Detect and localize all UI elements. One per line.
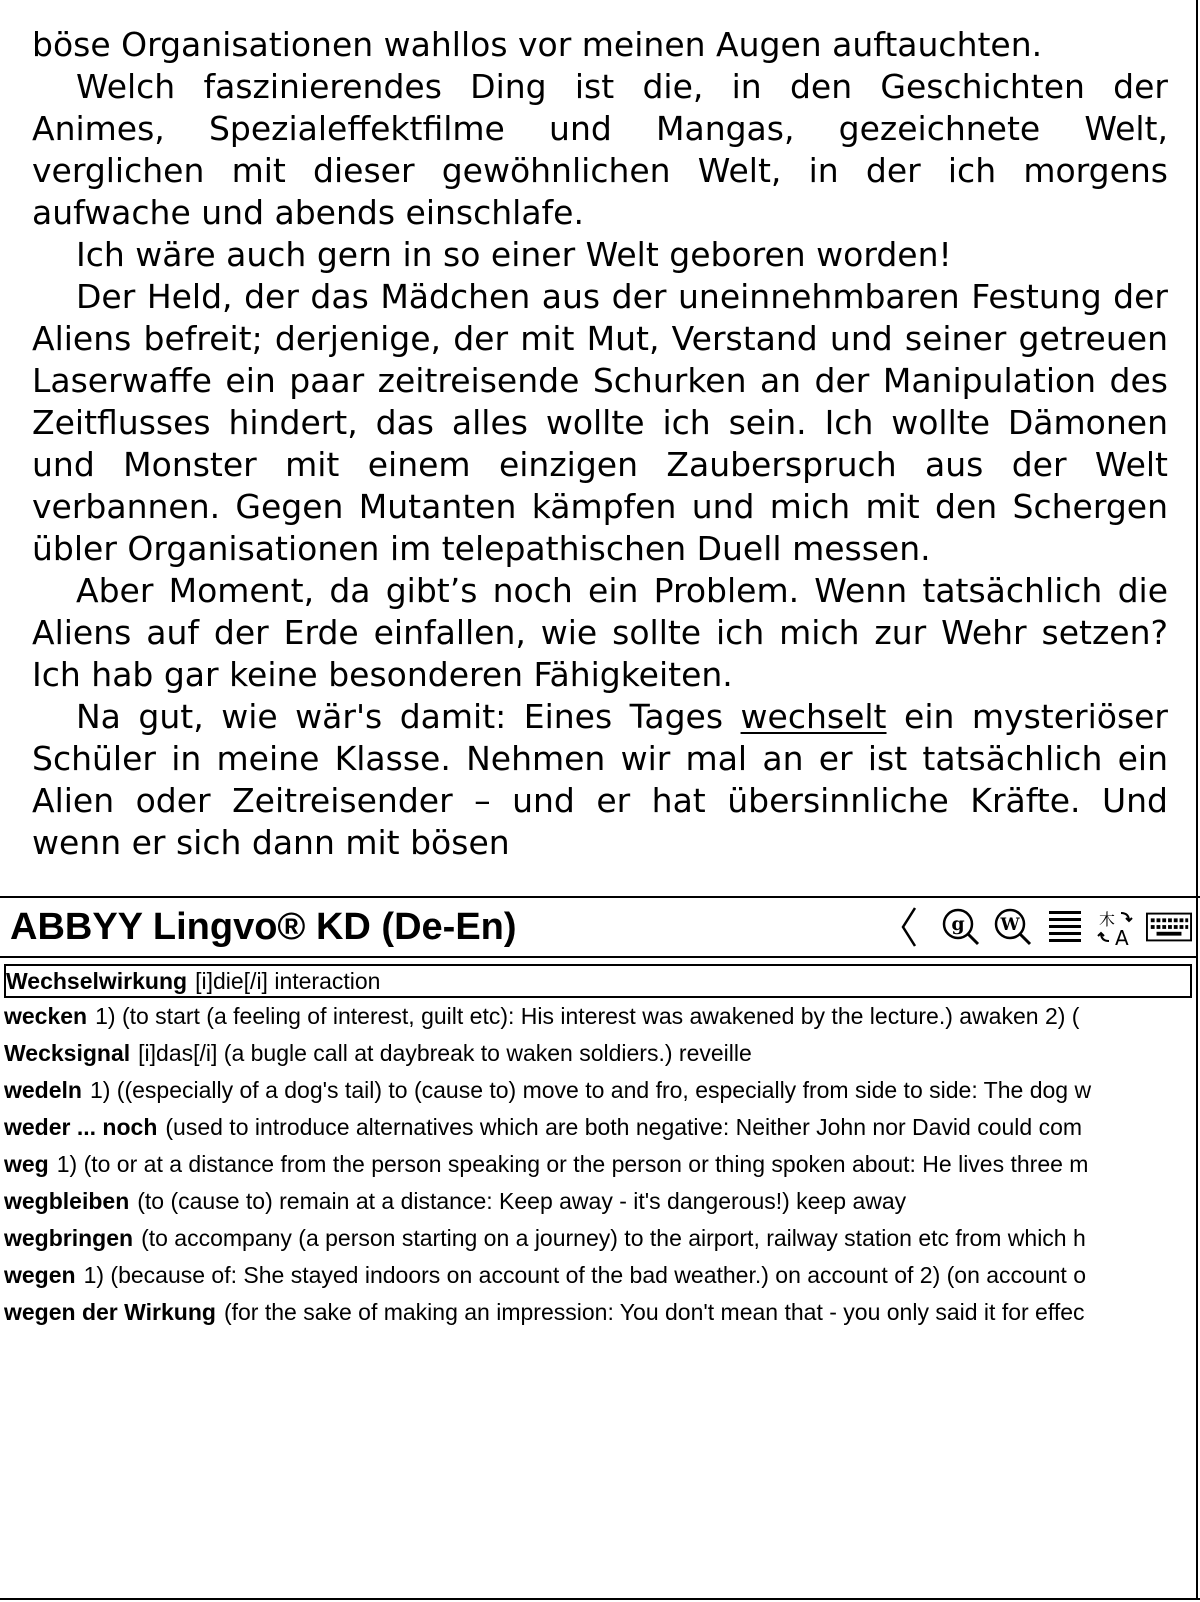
paragraph: Welch faszinierendes Ding ist die, in den Geschichten der Animes, Spezialeffektfilme und Mangas, gezeichnete Welt, verglichen mit dieser gewöhnlichen Welt, in der ich morgens aufwache und abends einschlafe. [32, 67, 1168, 232]
headword: wegen [4, 1262, 76, 1288]
definition: (to (cause to) remain at a distance: Keep away - it's dangerous!) keep away [137, 1188, 907, 1214]
list-icon[interactable] [1042, 906, 1088, 948]
headword: wedeln [4, 1077, 82, 1103]
headword: weder ... noch [4, 1114, 158, 1140]
list-item[interactable] [4, 1259, 1198, 1291]
book-text[interactable] [32, 24, 1168, 864]
svg-text:木: 木 [1099, 910, 1116, 929]
list-item-selected[interactable] [4, 964, 1192, 998]
dictionary-title[interactable]: ABBYY Lingvo® KD (De-En) [10, 906, 517, 948]
back-icon[interactable] [886, 906, 932, 948]
headword: wegbringen [4, 1225, 134, 1251]
popup-toolbar [880, 906, 1192, 948]
translate-icon[interactable] [1094, 906, 1140, 948]
selected-word[interactable]: wechselt [740, 697, 887, 736]
list-item[interactable] [4, 1148, 1198, 1180]
entry-list[interactable] [0, 958, 1198, 1598]
headword: wecken [4, 1003, 88, 1029]
definition: 1) (because of: She stayed indoors on account of the bad weather.) on account of 2) (on account o [83, 1262, 1086, 1288]
headword: Wechselwirkung [6, 968, 188, 994]
svg-text:g: g [951, 913, 965, 935]
keyboard-icon[interactable] [1146, 906, 1192, 948]
paragraph-text: ein mysteriöser Schüler in meine Klasse. Nehmen wir mal an er ist tatsächlich ein Alien oder Zeitreisender – und er hat übersinnliche Kräfte. Und wenn er sich dann mit bösen [32, 697, 1169, 862]
headword: Wecksignal [4, 1040, 131, 1066]
definition: (for the sake of making an impression: You don't mean that - you only said it for effec [223, 1299, 1085, 1325]
list-item[interactable] [4, 1296, 1198, 1328]
list-item[interactable] [4, 1074, 1198, 1106]
svg-text:A: A [1115, 926, 1129, 947]
dictionary-popup [0, 896, 1200, 1602]
definition: [i]das[/i] (a bugle call at daybreak to waken soldiers.) reveille [138, 1040, 752, 1066]
definition: (to accompany (a person starting on a journey) to the airport, railway station etc from which h [141, 1225, 1086, 1251]
headword: wegbleiben [4, 1188, 130, 1214]
google-search-icon[interactable] [938, 906, 984, 948]
definition: 1) ((especially of a dog's tail) to (cause to) move to and fro, especially from side to side: The dog w [89, 1077, 1092, 1103]
paragraph: Der Held, der das Mädchen aus der uneinnehmbaren Festung der Aliens befreit; derjenige, der mit Mut, Verstand und seiner getreuen Laserwaffe ein paar zeitreisende Schurken an der Manipulation des Zeitflusses hindert, das alles wollte ich sein. Ich wollte Dämonen und Monster mit einem einzigen Zauberspruch aus der Welt verbannen. Gegen Mutanten kämpfen und mich mit den Schergen übler Organisationen im telepathischen Duell messen. [32, 277, 1168, 568]
definition: 1) (to start (a feeling of interest, guilt etc): His interest was awakened by the lecture.) awaken 2) ( [95, 1003, 1080, 1029]
paragraph: Aber Moment, da gibt’s noch ein Problem. Wenn tatsächlich die Aliens auf der Erde einfallen, wie sollte ich mich zur Wehr setzen? Ich hab gar keine besonderen Fähigkeiten. [32, 571, 1168, 694]
paragraph [32, 696, 1168, 864]
list-item[interactable] [4, 1037, 1198, 1069]
headword: wegen der Wirkung [4, 1299, 216, 1325]
popup-header [0, 898, 1198, 958]
paragraph: Ich wäre auch gern in so einer Welt geboren worden! [76, 235, 952, 274]
definition: 1) (to or at a distance from the person speaking or the person or thing spoken about: He lives three m [56, 1151, 1089, 1177]
wikipedia-search-icon[interactable] [990, 906, 1036, 948]
list-item[interactable] [4, 1111, 1198, 1143]
definition: [i]die[/i] interaction [195, 968, 381, 994]
paragraph: böse Organisationen wahllos vor meinen Augen auftauchten. [32, 25, 1043, 64]
list-item[interactable] [4, 1185, 1198, 1217]
paragraph-text: Na gut, wie wär's damit: Eines Tages [76, 697, 741, 736]
list-item[interactable] [4, 1222, 1198, 1254]
list-item[interactable] [4, 1000, 1198, 1032]
svg-text:W: W [1000, 915, 1020, 935]
headword: weg [4, 1151, 49, 1177]
definition: (used to introduce alternatives which are both negative: Neither John nor David could com [165, 1114, 1083, 1140]
